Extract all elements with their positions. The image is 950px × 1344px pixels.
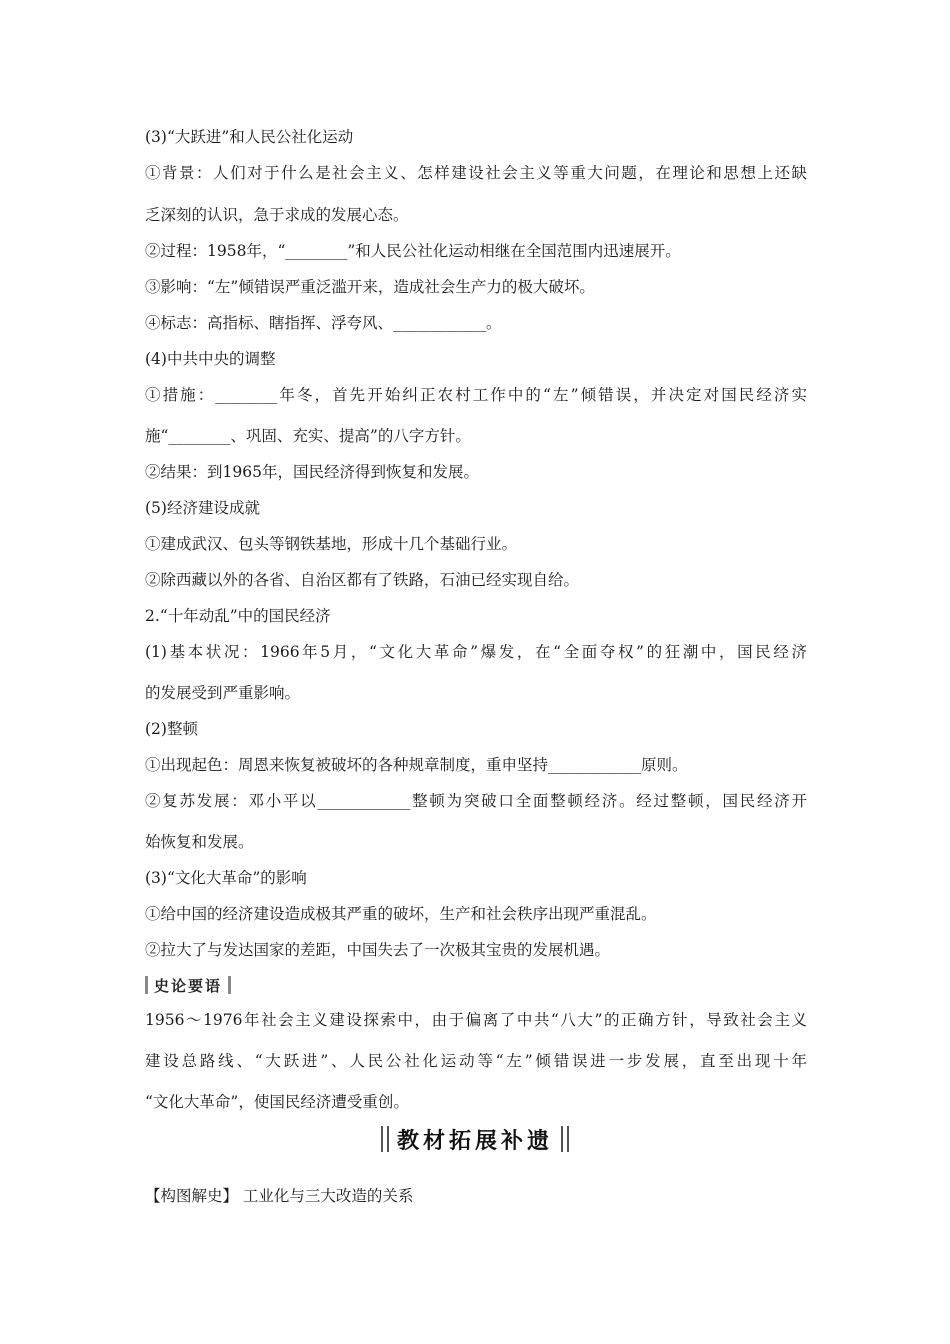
subheading-economic-achievements: (5)经济建设成就	[145, 499, 260, 517]
background-text-line-2: 乏深刻的认识，急于求成的发展心态。	[145, 206, 409, 224]
heading-right-bar-2	[567, 1126, 569, 1152]
summary-line-1: 1956～1976年社会主义建设探索中，由于偏离了中共“八大”的正确方针，导致社会主义	[145, 1011, 807, 1029]
recovery-text-line-1: ②复苏发展：邓小平以____________整顿为突破口全面整顿经济。经过整顿，国民经济开	[145, 792, 807, 810]
marker-text: ④标志：高指标、瞎指挥、浮夸风、____________。	[145, 314, 502, 332]
summary-line-2: 建设总路线、“大跃进”、人民公社化运动等“左”倾错误进一步发展，直至出现十年	[145, 1052, 807, 1070]
section-tag-label: 史论要语	[154, 976, 223, 995]
subheading-cultural-revolution-impact: (3)“文化大革命”的影响	[145, 869, 307, 887]
heading-left-bar-1	[381, 1126, 383, 1152]
subheading-central-adjustment: (4)中共中央的调整	[145, 350, 276, 368]
impact-text-1: ①给中国的经济建设造成极其严重的破坏，生产和社会秩序出现严重混乱。	[145, 905, 657, 923]
section-heading-label: 教材拓展补遗	[396, 1128, 553, 1154]
achievement-text-2: ②除西藏以外的各省、自治区都有了铁路，石油已经实现自给。	[145, 571, 580, 589]
measures-text-line-1: ①措施：________年冬，首先开始纠正农村工作中的“左”倾错误，并决定对国民经济实	[145, 386, 807, 404]
impact-text-2: ②拉大了与发达国家的差距，中国失去了一次极其宝贵的发展机遇。	[145, 941, 611, 959]
subheading-great-leap-forward: (3)“大跃进”和人民公社化运动	[145, 128, 354, 146]
background-text-line-1: ①背景：人们对于什么是社会主义、怎样建设社会主义等重大问题，在理论和思想上还缺	[145, 164, 807, 182]
tag-right-bar	[228, 976, 231, 994]
recovery-text-line-2: 始恢复和发展。	[145, 833, 254, 851]
section-tag	[145, 974, 231, 996]
result-text: ②结果：到1965年，国民经济得到恢复和发展。	[145, 463, 479, 481]
improvement-text: ①出现起色：周恩来恢复被破坏的各种规章制度，重申坚持____________原则。	[145, 756, 688, 774]
basic-situation-line-1: (1)基本状况：1966年5月，“文化大革命”爆发，在“全面夺权”的狂潮中，国民经济	[145, 643, 807, 661]
heading-right-bar-1	[561, 1126, 563, 1152]
section-heading	[0, 1124, 950, 1154]
subheading-rectification: (2)整顿	[145, 720, 198, 738]
summary-line-3: “文化大革命”，使国民经济遭受重创。	[145, 1093, 409, 1111]
basic-situation-line-2: 的发展受到严重影响。	[145, 684, 301, 702]
process-text: ②过程：1958年，“________”和人民公社化运动相继在全国范围内迅速展开。	[145, 242, 681, 260]
impact-text: ③影响：“左”倾错误严重泛滥开来，造成社会生产力的极大破坏。	[145, 278, 595, 296]
achievement-text-1: ①建成武汉、包头等钢铁基地，形成十几个基础行业。	[145, 535, 518, 553]
heading-ten-years-turmoil: 2.“十年动乱”中的国民经济	[145, 607, 331, 625]
heading-left-bar-2	[387, 1126, 389, 1152]
measures-text-line-2: 施“________、巩固、充实、提高”的八字方针。	[145, 427, 471, 445]
diagram-caption: 【构图解史】 工业化与三大改造的关系	[145, 1187, 414, 1205]
